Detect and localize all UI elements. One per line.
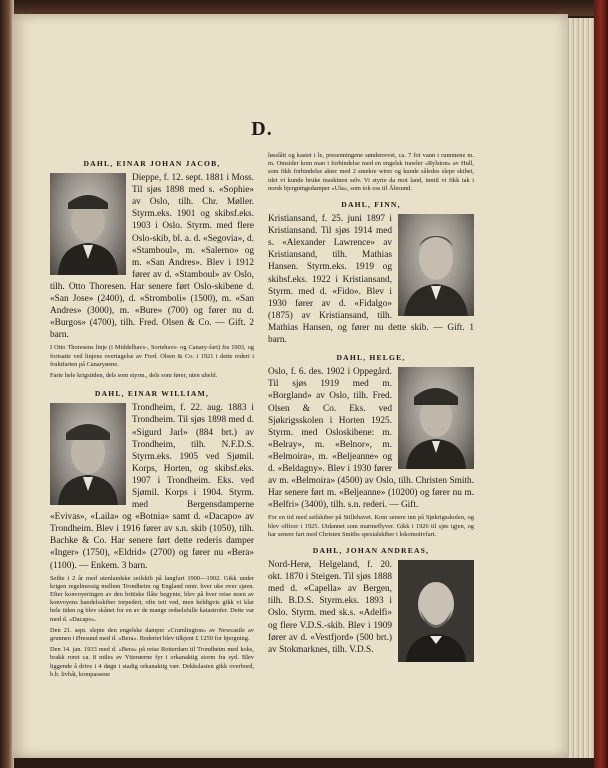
entry-note: Den 14. jan. 1933 med d. «Bera» på reise Rotterdam til Trondheim med koks, brakk roret ca. 8 miles av Ytterøerne fyr i orkanaktig storm fra syd. Blev liggende å drive i 4 døgn i stadig orkanaktig vær. Dekkslasten gikk overbord, b.b. livbåt, kompassene: [50, 646, 254, 678]
entry-bio: Kristiansand, f. 25. juni 1897 i Kristiansand. Til sjøs 1914 med s. «Alexander Lawrence» av Kristiansand, tilh. Mathias Hansen. Styrm.eks. 1919 og skibsf.eks. 1922 i Kristiansand, Styrm. med d. «Fido». Blev i 1930 fører av d. «Fidalgo» (1875) av Kristiansand, tilh. Mathias Hansen, og fører nu dette skib. — Gift. 1 barn.: [268, 214, 474, 346]
entry-note: For en tid med seilskiber på Stillehavet. Kom senere inn på Sjøkrigsskolen, og blev officer i 1925. Utdannet som marineflyver. Gikk i 1926 til sjøs igjen, og har senere fart med Christen Smiths spesialskiber i lokomotivfart.: [268, 514, 474, 538]
book-cover-right: [594, 0, 608, 768]
entry-heading: DAHL, JOHAN ANDREAS,: [312, 545, 430, 555]
portrait-finn-icon: [398, 214, 474, 316]
entry-heading: DAHL, EINAR JOHAN JACOB,: [83, 159, 221, 168]
portrait-einar-johan-jacob-icon: [50, 173, 126, 275]
entry-note: Farte hele krigstiden, dels som styrm., dels som fører, uten uheld.: [50, 372, 218, 380]
portrait-photo: [398, 560, 474, 662]
page-edges: [566, 18, 596, 758]
portrait-johan-andreas-icon: [398, 560, 474, 662]
entry-heading: DAHL, EINAR WILLIAM,: [94, 389, 210, 399]
section-letter: D.: [251, 118, 273, 140]
right-column: [268, 152, 474, 664]
entry-bio: Trondheim, f. 22. aug. 1883 i Trondheim. Til sjøs 1898 med d. «Sigurd Jarl» (884 brt.) av Trondheim, tilh. N.F.D.S. Styrm.eks. 1905 ved Sjømil. Korps, Horten, og skibsf.eks. 1907 i Trondheim. Eks. ved Sjømil. Korps i 1904. Styrm. med Bergensdamperne «Evivas», «Laila» og «Botnia» samt d. «Dacapo» av Trondheim. Blev i 1916 fører av s.n. skib (1050), tilh. Bachke & Co. Har senere ført dette rederis damper «Inger» (1750), «Eldrid» (2700) og fører nu «Bera» (1100). — Enkem. 3 barn.: [50, 403, 254, 571]
portrait-photo: [50, 173, 126, 275]
entry-bio: Dieppe, f. 12. sept. 1881 i Moss. Til sjøs 1898 med s. «Sophie» av Oslo, tilh. Chr. Møller. Styrm.eks. 1901 og skibsf.eks. 1903 i Oslo. Styrm. med flere Oslo-skib, bl. a. d. «Segovia», d. «Stamboul», m. «Salerno» og m. «San Andres». Blev i 1912 fører av d. «Stamboul» av Oslo, tilh. Otto Thoresen. Har senere ført Oslo-skibene d. «San Jose» (2400), d. «Stromboli» (1500), m. «San Andres» (3000), m. «Bure» (700) og fører nu d. «Burgos» (4700), tilh. Fred. Olsen & Co. — Gift. 2 barn.: [50, 173, 254, 341]
entry-heading: DAHL, FINN,: [341, 200, 401, 210]
entry-bio: Oslo, f. 6. des. 1902 i Oppegård. Til sjøs 1919 med m. «Borgland» av Oslo, tilh. Fred. Olsen & Co. Eks. ved Sjøkrigsskolen i Horten 1925. Styrm. med Osloskibene: m. «Belray», m. «Belnor», m. «Belmoira», m. «Beljeanne» og d. «Beldagny». Blev i 1930 fører av m. «Belmoira» (4500) av Oslo, tilh. Christen Smith. Har senere ført m. «Beljeanne» (10200) og fører nu m. «Belfri» (3400), tilh. s.n. rederi. — Gift.: [268, 367, 474, 511]
entry-bio: Nord-Herø, Helgeland, f. 20. okt. 1870 i Steigen. Til sjøs 1888 med d. «Capella» av Bergen, tilh. B.D.S. Styrm.eks. 1893 i Oslo. Styrm. med sk.s. «Adelfi» og flere V.D.S.-skib. Blev i 1909 fører av d. «Vestfjord» (500 brt.) av Stokmarknes, tilh. V.D.S.: [268, 560, 392, 655]
entry-heading: DAHL, HELGE,: [336, 353, 406, 363]
portrait-photo: [50, 403, 126, 505]
portrait-einar-william-icon: [50, 403, 126, 505]
portrait-photo: [398, 367, 474, 469]
entry-note: Seilte i 2 år med utenlandske seilskib på langfart 1900—1902. Gikk under krigen regelmessig mellem Trondheim og England omtr. hver uke over sjøen. Efter konvoyeringen av den britiske flåte begynte, blev på hver reise noen av konvoyens handelsskiber torpedert, ofte tett ved, men heldigvis gikk vi klar hele tiden og blev skånet for en av de mange redselsfulle katastrofer. Dette var med d. «Dacapo».: [50, 574, 254, 623]
entry-note: I Otto Thoresens linje (i Middelhavs-, Sortehavs- og Canary-fart) fra 1903, og fortsatte ved linjens overtagelse av Fred. Olsen & Co. i 1921 i dette rederi i fruktfarten på Canaryøene.: [50, 344, 254, 368]
entry-note: Den 21. sept. slepte den engelske damper «Cramlington» av Newcastle av grunnen i Øresund med d. «Bera». Rederiet blev tilkjent £ 1250 for bjergning.: [50, 626, 254, 643]
portrait-photo: [398, 214, 474, 316]
portrait-helge-icon: [398, 367, 474, 469]
entry-continuation: løsslått og kastet i le, presenningene sønderrevet, ca. 7 fot vann i rummene m. m. Omsider kom man i forbindelse med en engelsk trawler «Rylston» av Hull, som fikk forbindelse akter med 2 smekre wirer og kunde således slepe skibet, idet vi kunde bruke maskinen selv. Vi styrte da mot land, inntil vi fikk tak i norsk bjergningsdamper «Ula», som tok oss til Ålesund.: [268, 152, 474, 192]
left-column: [50, 152, 254, 679]
book-page: [12, 14, 568, 758]
